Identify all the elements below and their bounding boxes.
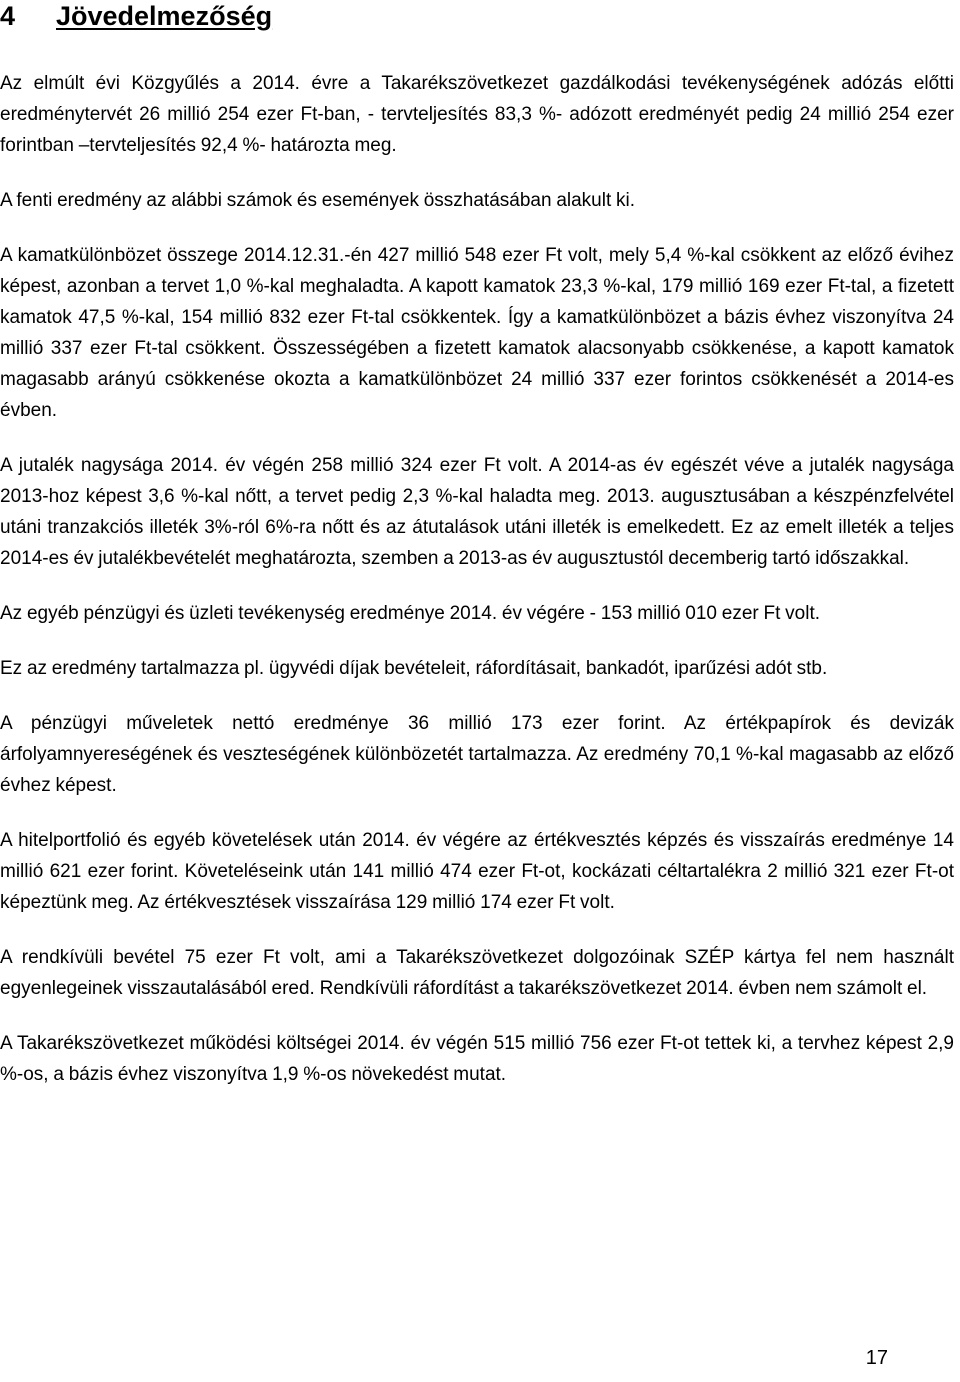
page-number: 17 (865, 1347, 888, 1369)
paragraph-financial-operations: A pénzügyi műveletek nettó eredménye 36 millió 173 ezer forint. Az értékpapírok és devizák árfolyamnyereségének és veszteségének különbözetét tartalmazza. Az eredmény 70,1 %-kal magasabb az előző évhez képest. (0, 713, 954, 796)
section-number: 4 (0, 1, 16, 31)
paragraph-extraordinary: A rendkívüli bevétel 75 ezer Ft volt, ami a Takarékszövetkezet dolgozóinak SZÉP kártya fel nem használt egyenlegeinek visszautalásából ered. Rendkívüli ráfordítást a takarékszövetkezet 2014. évben nem számolt el. (0, 947, 954, 999)
paragraph-operating-costs: A Takarékszövetkezet működési költségei 2014. év végén 515 millió 756 ezer Ft-ot tettek ki, a tervhez képest 2,9 %-os, a bázis évhez viszonyítva 1,9 %-os növekedést mutat. (0, 1033, 954, 1085)
paragraph-summary: A fenti eredmény az alábbi számok és események összhatásában alakult ki. (0, 190, 636, 211)
section-heading (0, 0, 272, 32)
section-title: Jövedelmezőség (56, 1, 273, 31)
paragraph-impairment: A hitelportfolió és egyéb követelések után 2014. év végére az értékvesztés képzés és visszaírás eredménye 14 millió 621 ezer forint. Követeléseink után 141 millió 474 ezer Ft-ot, kockázati céltartalékra 2 millió 321 ezer Ft-ot képeztünk meg. Az értékvesztések visszaírása 129 millió 174 ezer Ft volt. (0, 830, 954, 913)
paragraph-intro: Az elmúlt évi Közgyűlés a 2014. évre a Takarékszövetkezet gazdálkodási tevékenységének adózás előtti eredménytervét 26 millió 254 ezer Ft-ban, - tervteljesítés 83,3 %- adózott eredményét pedig 24 millió 254 ezer forintban –tervteljesítés 92,4 %- határozta meg. (0, 73, 954, 156)
paragraph-other-financial: Az egyéb pénzügyi és üzleti tevékenység eredménye 2014. év végére - 153 millió 010 ezer Ft volt. (0, 603, 821, 624)
paragraph-interest-margin: A kamatkülönbözet összege 2014.12.31.-én 427 millió 548 ezer Ft volt, mely 5,4 %-kal csökkent az előző évihez képest, azonban a tervet 1,0 %-kal meghaladta. A kapott kamatok 23,3 %-kal, 179 millió 169 ezer Ft-tal, a fizetett kamatok 47,5 %-kal, 154 millió 832 ezer Ft-tal csökkentek. Így a kamatkülönbözet a bázis évhez viszonyítva 24 millió 337 ezer Ft-tal csökkent. Összességében a fizetett kamatok alacsonyabb csökkenése, a kapott kamatok magasabb arányú csökkenése okozta a kamatkülönbözet 24 millió 337 ezer forintos csökkenését a 2014-es évben. (0, 245, 954, 421)
paragraph-result-contents: Ez az eredmény tartalmazza pl. ügyvédi díjak bevételeit, ráfordításait, bankadót, iparűzési adót stb. (0, 658, 828, 679)
body-text (0, 68, 954, 1114)
paragraph-commission: A jutalék nagysága 2014. év végén 258 millió 324 ezer Ft volt. A 2014-as év egészét véve a jutalék nagysága 2013-hoz képest 3,6 %-kal nőtt, a tervet pedig 2,3 %-kal haladta meg. 2013. augusztusában a készpénzfelvétel utáni tranzakciós illeték 3%-ról 6%-ra nőtt és az átutalások utáni illeték is emelkedett. Ez az emelt illeték a teljes 2014-es év jutalékbevételét meghatározta, szemben a 2013-as év augusztustól decemberig tartó időszakkal. (0, 455, 954, 569)
